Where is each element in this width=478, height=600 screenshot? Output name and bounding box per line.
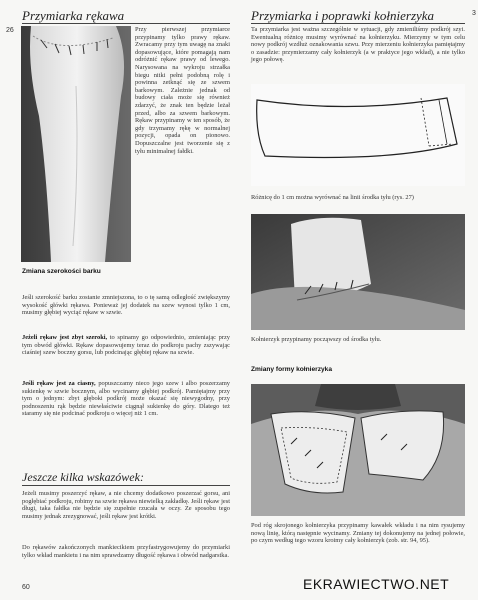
shoulder-width-heading: Zmiana szerokości barku [22,268,101,275]
site-watermark: EKRAWIECTWO.NET [303,576,450,592]
sleeve-fitting-illustration [21,26,131,262]
shoulder-width-paragraph: Jeśli szerokość barku zostanie zmniejszona, to o tę samą odległość zwiększymy wysokość główki rękawa. Ponieważ jej dodatek na szew wynosi tylko 1 cm, musimy głębiej wyciąć rękaw w szwie. [22,294,230,317]
collar-shape-illustration [251,384,465,516]
collar-intro-text: Ta przymiarka jest ważna szczególnie w sytuacji, gdy zmieniliśmy podkrój szyi. Ewentualną różnicę musimy wyrównać na kołnierzyku. Mierzymy w tym celu nowy podkrój wzdłuż oznakowania szwu. Przy mierzeniu kołnierzyka pamiętajmy o zasadzie: przymierzamy cały kołnierzyk (a w praktyce jego wkład), a nie tylko jego połowę. [251,26,465,64]
tips-paragraph-2: Do rękawów zakończonych mankiecikiem przyfastrygowujemy do przymiarki tylko wkład mankietu i na nim sprawdzamy długość rękawa i obwód nadgarstka. [22,544,230,559]
tips-heading: Jeszcze kilka wskazówek: [22,470,144,484]
sleeve-too-tight-text: popuszczamy nieco jego szew i albo poszerzamy sukienkę w szwie bocznym, albo wycinamy głębiej podkrój. Pamiętajmy przy tym o jednym: zbyt głęboki podkrój może okazać się niewygodny, przy podnoszeniu rąk będzie niewłaściwie ciągnął sukienkę do góry. Dlatego też staramy się nie podcinać podkroju o więcej niż 1 cm. [22,380,230,418]
tips-paragraph-1: Jeżeli musimy poszerzyć rękaw, a nie chcemy dodatkowo poszerzać gorsu, ani pogłębiać podkroju, robimy na szwie rękawa niewielką zakładkę. Jeśli rękaw jest długi, taka fałdka nie będzie się zupełnie rzucała w oczy. Ze sposobu tego musimy jednak zrezygnować, jeśli rękaw jest krótki. [22,490,230,520]
figure-number: 26 [6,27,14,34]
tips-heading-rule [22,485,230,486]
collar-shape-photo [251,384,465,516]
sleeve-intro-text: Przy pierwszej przymiarce przypinamy tylko prawy rękaw. Zwracamy przy tym uwagę na znaki dopasowujące, które pomagają nam odróżnić rękaw prawy od lewego. Narysowana na wykroju strzałka biegu nitki pełni podobną rolę i powinna zetknąć się ze szwem barkowym. Zależnie jednak od budowy ciała może się również zdarzyć, że znak ten będzie leżał przed, albo za szwem barkowym. Rękaw przypinamy w ten sposób, że gdy trzymamy rękę w normalnej pozycji, opada on pionowo. Dopuszczalne jest tworzenie się z tyłu minimalnej fałdki. [135,26,230,155]
collar-shape-heading: Zmiany formy kołnierzyka [251,366,332,373]
left-title: Przymiarka rękawa [22,8,125,23]
collar-caption-1: Różnicę do 1 cm można wyrównać na linii środka tyłu (rys. 27) [251,194,414,201]
sleeve-too-tight-lead: Jeśli rękaw jest za ciasny, [22,380,96,387]
right-title: Przymiarka i poprawki kołnierzyka [251,8,435,23]
sleeve-too-wide-text: to spinamy go odpowiednio, zmieniając przy tym obwód główki. Rękaw dopasowujemy teraz do podkroju pachy zszywając ciaśniej szew boczny gorsu, lub podcinając głębiej rękaw na szwie. [22,334,230,357]
collar-caption-2: Kołnierzyk przypinamy począwszy od środka tyłu. [251,336,382,343]
sleeve-too-wide-lead: Jeżeli rękaw jest zbyt szeroki, [22,334,108,341]
sleeve-fitting-photo [21,26,131,262]
edge-number: 3 [472,10,476,17]
sleeve-too-tight-paragraph [22,380,230,418]
page-number: 60 [22,584,30,591]
sleeve-too-wide-paragraph [22,334,230,357]
collar-pinning-illustration [251,214,465,330]
left-title-rule [22,23,230,24]
collar-pinning-photo [251,214,465,330]
collar-caption-3: Pod róg skrojonego kołnierzyka przypinamy kawałek wkładu i na nim rysujemy nową linię, którą następnie wycinamy. Zmiany tej dokonujemy na jednej połowie, po czym według tego wzoru kroimy cały kołnierzyk (zob. str. 94, 95). [251,522,465,545]
right-title-rule [251,23,465,24]
collar-pattern-diagram [251,84,465,186]
collar-pattern-drawing [251,84,465,186]
